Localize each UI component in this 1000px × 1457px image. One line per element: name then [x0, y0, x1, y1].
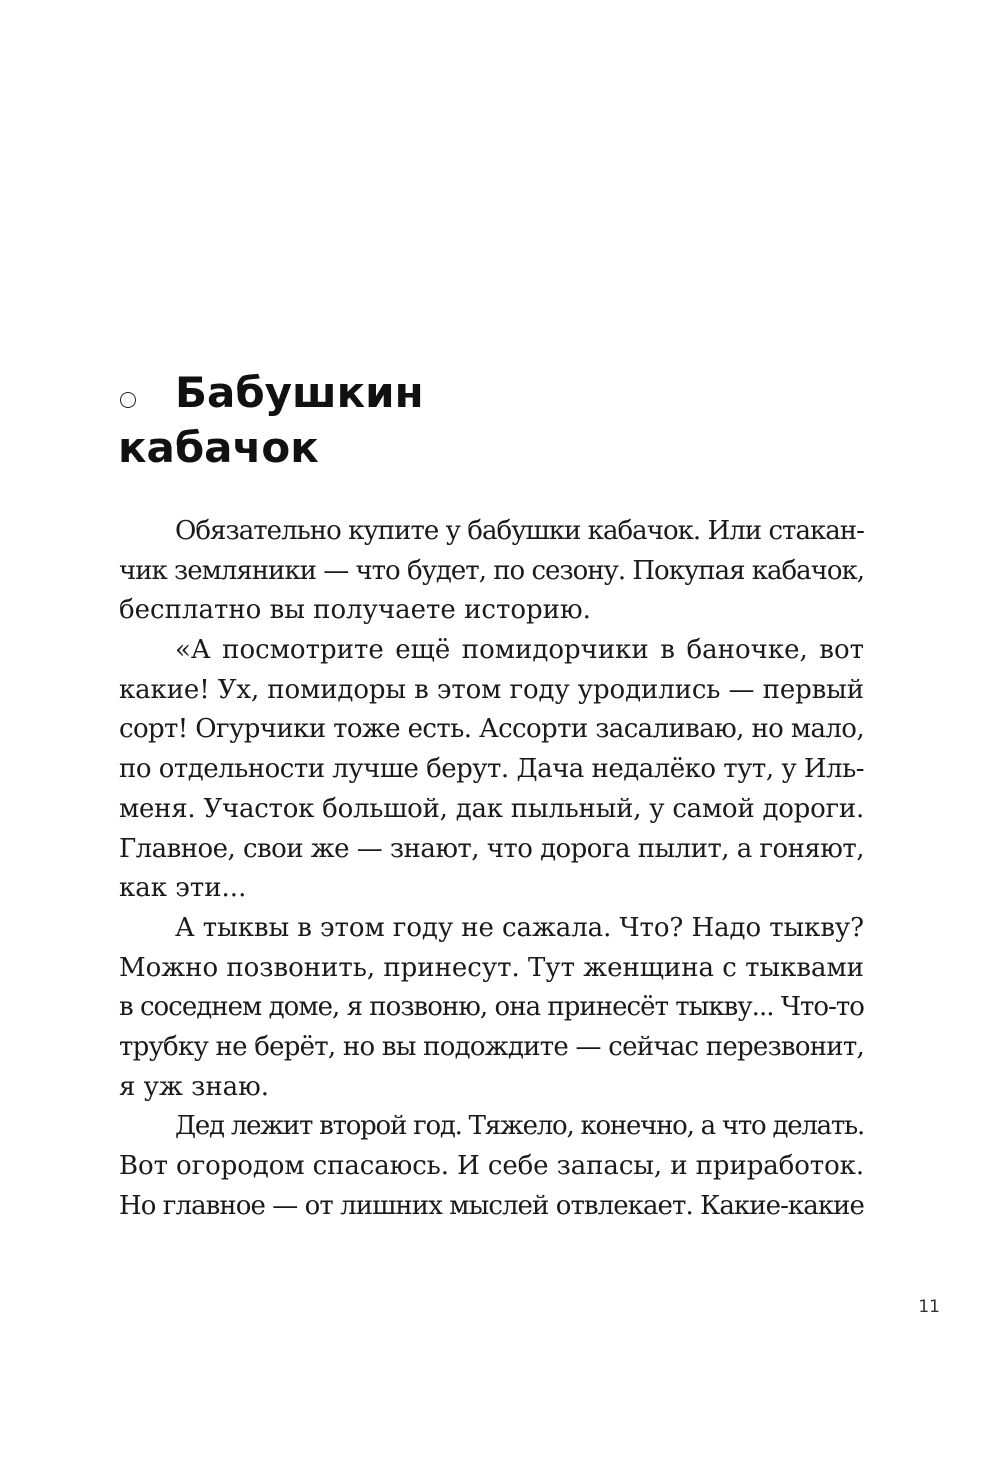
body-line: трубку не берёт, но вы подождите — сейчас перезвонит,	[119, 1031, 864, 1062]
body-line: по отдельности лучше берут. Дача недалёко тут, у Иль-	[119, 754, 864, 785]
chapter-body	[119, 512, 864, 1226]
body-line: Вот огородом спасаюсь. И себе запасы, и приработок.	[119, 1151, 864, 1181]
page-number: 11	[918, 1297, 940, 1317]
body-line: меня. Участок большой, дак пыльный, у самой дороги.	[119, 793, 864, 824]
body-line: как эти...	[119, 873, 247, 904]
chapter-title	[118, 365, 718, 475]
body-line: сорт! Огурчики тоже есть. Ассорти засаливаю, но мало,	[119, 714, 864, 745]
body-line: я уж знаю.	[119, 1071, 270, 1102]
body-line: Обязательно купите у бабушки кабачок. Или стакан-	[175, 516, 864, 546]
body-line: Главное, свои же — знают, что дорога пылит, а гоняют,	[119, 833, 864, 864]
body-line: «А посмотрите ещё помидорчики в баночке, вот	[175, 635, 864, 666]
body-line: чик земляники — что будет, по сезону. Покупая кабачок,	[119, 555, 864, 586]
body-line: в соседнем доме, я позвоню, она принесёт тыкву... Что-то	[119, 992, 864, 1023]
chapter-title-line-1: Бабушкин	[175, 368, 424, 417]
chapter-title-line-2: кабачок	[118, 423, 319, 472]
body-line: А тыквы в этом году не сажала. Что? Надо тыкву?	[175, 912, 864, 943]
body-line: Но главное — от лишних мыслей отвлекает. Какие-какие	[119, 1190, 864, 1221]
body-line: Дед лежит второй год. Тяжело, конечно, а что делать.	[175, 1111, 864, 1142]
body-line: какие! Ух, помидоры в этом году уродились — первый	[119, 674, 864, 705]
body-line: бесплатно вы получаете историю.	[119, 595, 591, 626]
body-line: Можно позвонить, принесут. Тут женщина с тыквами	[119, 952, 864, 983]
